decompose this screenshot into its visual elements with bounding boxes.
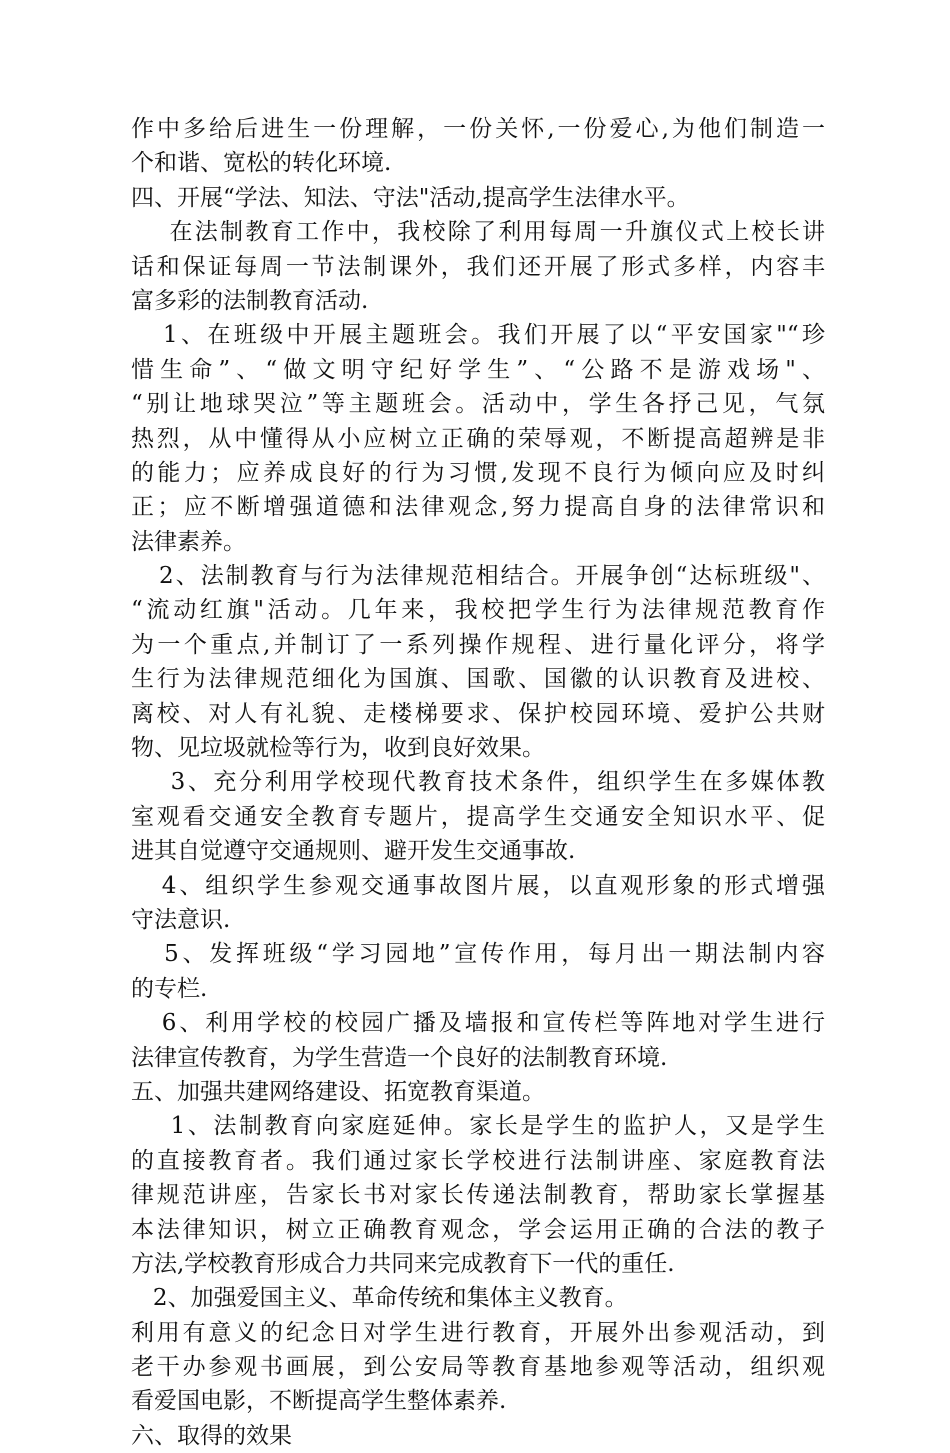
text-line: 个和谐、宽松的转化环境. [131, 150, 392, 177]
text-line: 离校、对人有礼貌、走楼梯要求、保护校园环境、爱护公共财 [131, 700, 825, 727]
text-line: “别让地球哭泣”等主题班会。活动中，学生各抒己见，气氛 [131, 391, 825, 418]
section-heading: 五、加强共建网络建设、拓宽教育渠道。 [131, 1078, 545, 1105]
text-line: 看爱国电影，不断提高学生整体素养. [131, 1388, 507, 1415]
section-heading: 六、取得的效果 [131, 1422, 292, 1449]
text-line: 方法,学校教育形成合力共同来完成教育下一代的重任. [131, 1250, 675, 1277]
text-line: 进其自觉遵守交通规则、避开发生交通事故. [131, 838, 576, 865]
text-line: 4、组织学生参观交通事故图片展，以直观形象的形式增强 [131, 872, 825, 899]
text-line: 利用有意义的纪念日对学生进行教育，开展外出参观活动，到 [131, 1319, 825, 1346]
text-line: 在法制教育工作中，我校除了利用每周一升旗仪式上校长讲 [131, 219, 825, 246]
text-line: 的直接教育者。我们通过家长学校进行法制讲座、家庭教育法 [131, 1147, 825, 1174]
text-line: 富多彩的法制教育活动. [131, 287, 369, 314]
text-line: 的能力；应养成良好的行为习惯,发现不良行为倾向应及时纠 [131, 459, 825, 486]
text-line: 6、利用学校的校园广播及墙报和宣传栏等阵地对学生进行 [131, 1010, 825, 1037]
text-line: 惜生命”、“做文明守纪好学生”、“公路不是游戏场"、 [131, 356, 825, 383]
text-line: 正；应不断增强道德和法律观念,努力提高自身的法律常识和 [131, 494, 825, 521]
text-line: 律规范讲座，告家长书对家长传递法制教育，帮助家长掌握基 [131, 1182, 825, 1209]
text-line: 1、法制教育向家庭延伸。家长是学生的监护人，又是学生 [131, 1113, 825, 1140]
text-line: 守法意识. [131, 906, 231, 933]
text-line: 生行为法律规范细化为国旗、国歌、国徽的认识教育及进校、 [131, 666, 825, 693]
text-line: 1、在班级中开展主题班会。我们开展了以“平安国家"“珍 [131, 322, 825, 349]
text-line: 室观看交通安全教育专题片，提高学生交通安全知识水平、促 [131, 803, 825, 830]
text-line: 法律宣传教育，为学生营造一个良好的法制教育环境. [131, 1044, 668, 1071]
text-line: 3、充分利用学校现代教育技术条件，组织学生在多媒体教 [131, 769, 825, 796]
text-line: 为一个重点,并制订了一系列操作规程、进行量化评分，将学 [131, 631, 825, 658]
text-line: 作中多给后进生一份理解，一份关怀,一份爱心,为他们制造一 [131, 116, 825, 142]
document-body [131, 112, 825, 1453]
text-line: 物、见垃圾就检等行为，收到良好效果。 [131, 735, 545, 762]
text-line: “流动红旗"活动。几年来，我校把学生行为法律规范教育作 [131, 597, 825, 624]
section-heading: 四、开展“学法、知法、守法"活动,提高学生法律水平。 [131, 184, 690, 211]
text-line: 本法律知识，树立正确教育观念，学会运用正确的合法的教子 [131, 1216, 825, 1243]
text-line: 法律素养。 [131, 528, 246, 555]
text-line: 老干办参观书画展，到公安局等教育基地参观等活动，组织观 [131, 1354, 825, 1381]
text-line: 5、发挥班级“学习园地”宣传作用，每月出一期法制内容 [131, 941, 825, 968]
text-line: 话和保证每周一节法制课外，我们还开展了形式多样，内容丰 [131, 253, 825, 280]
text-line: 的专栏. [131, 975, 208, 1002]
text-line: 2、法制教育与行为法律规范相结合。开展争创“达标班级"、 [131, 563, 825, 590]
text-line: 2、加强爱国主义、革命传统和集体主义教育。 [131, 1285, 628, 1312]
text-line: 热烈，从中懂得从小应树立正确的荣辱观，不断提高超辨是非 [131, 425, 825, 452]
